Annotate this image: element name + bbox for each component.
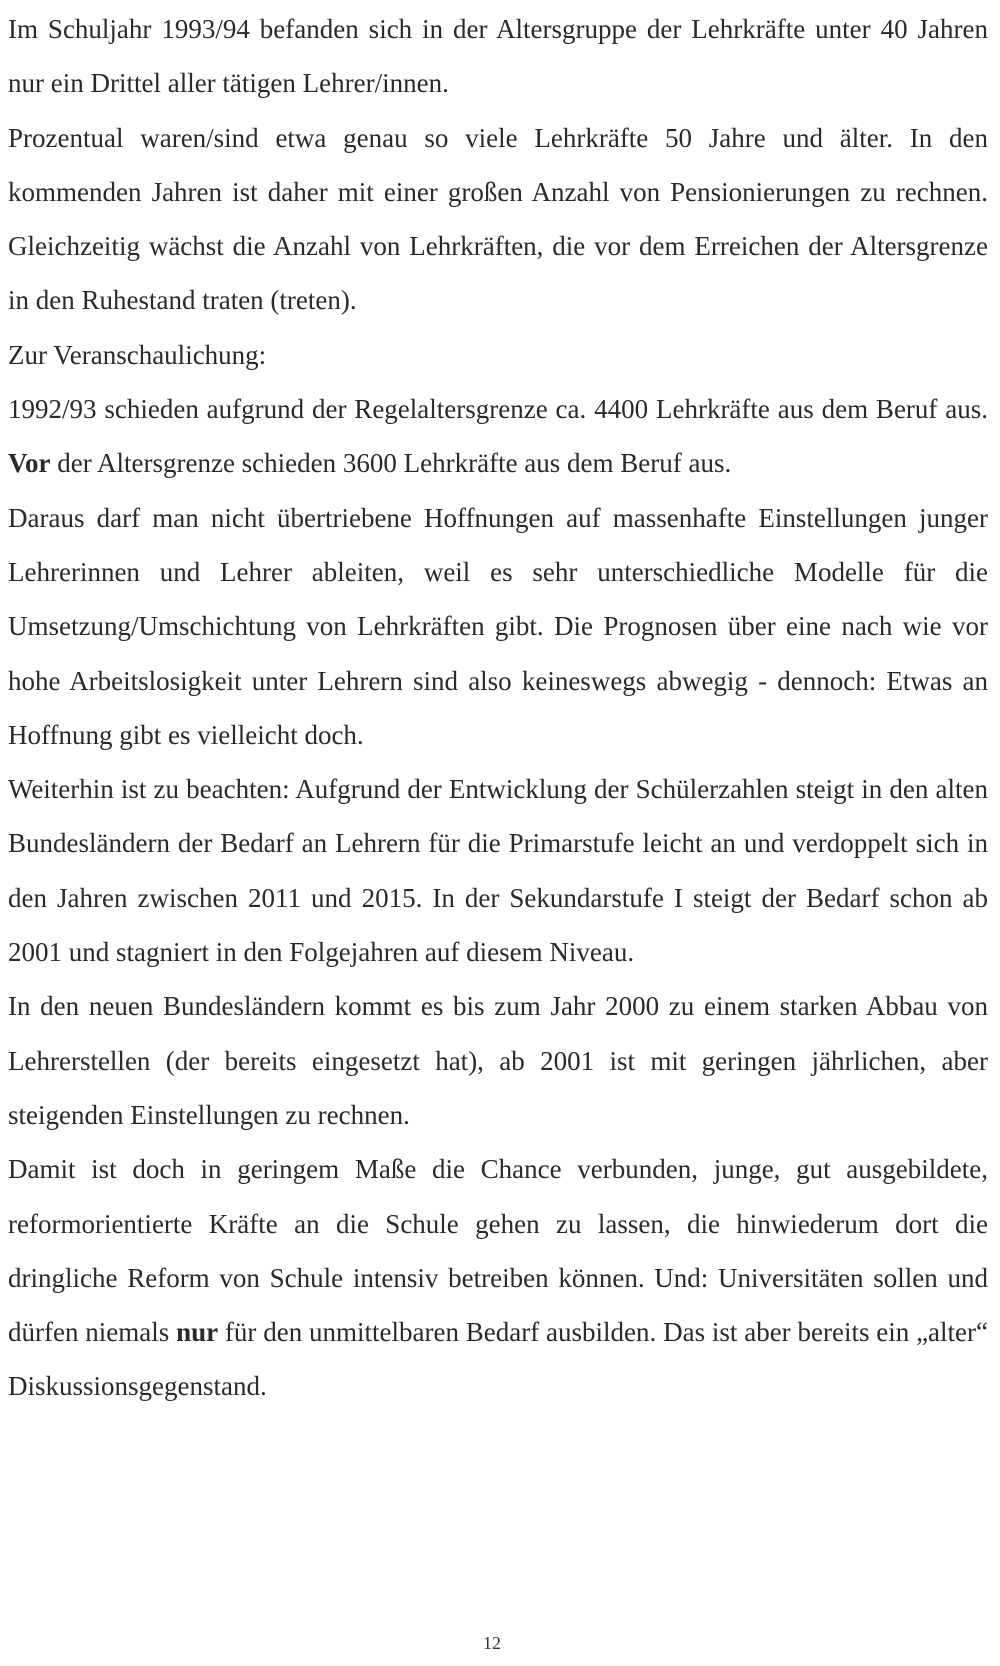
paragraph-text: In den neuen Bundesländern kommt es bis zum Jahr 2000 zu einem starken Abbau von Lehrerstellen (der bereits eingesetzt hat), ab 2001 ist mit geringen jährlichen, aber steigenden Einstellungen zu rechnen. — [8, 991, 988, 1130]
paragraph-1 — [8, 2, 988, 111]
paragraph-5 — [8, 491, 988, 762]
paragraph-2 — [8, 111, 988, 328]
paragraph-text: Damit ist doch in geringem Maße die Chance verbunden, junge, gut ausgebildete, reformorientierte Kräfte an die Schule gehen zu lassen, die hinwiederum dort die dringliche Reform von Schule intensiv betreiben können. Und: Universitäten sollen und dürfen niemals — [8, 1154, 988, 1348]
paragraph-text: Daraus darf man nicht übertriebene Hoffnungen auf massenhafte Einstellungen junger Lehrerinnen und Lehrer ableiten, weil es sehr unterschiedliche Modelle für die Umsetzung/Umschichtung von Lehrkräften gibt. Die Prognosen über eine nach wie vor hohe Arbeitslosigkeit unter Lehrern sind also keineswegs abwegig - dennoch: Etwas an Hoffnung gibt es vielleicht doch. — [8, 502, 988, 750]
paragraph-7 — [8, 979, 988, 1142]
paragraph-text: für den unmittelbaren Bedarf ausbilden. Das ist aber bereits ein „alter“ Diskussionsgegenstand. — [8, 1317, 988, 1402]
paragraph-4 — [8, 382, 988, 491]
emphasis-text: Vor — [8, 448, 51, 479]
paragraph-6 — [8, 762, 988, 979]
paragraph-8 — [8, 1142, 988, 1413]
paragraph-text: Im Schuljahr 1993/94 befanden sich in der Altersgruppe der Lehrkräfte unter 40 Jahren nur ein Drittel aller tätigen Lehrer/innen. — [8, 14, 988, 99]
document-page — [8, 0, 988, 1666]
paragraph-text: Zur Veranschaulichung: — [8, 339, 267, 370]
paragraph-text: 1992/93 schieden aufgrund der Regelaltersgrenze ca. 4400 Lehrkräfte aus dem Beruf aus. — [8, 394, 988, 425]
paragraph-3 — [8, 328, 988, 382]
emphasis-text: nur — [176, 1317, 219, 1348]
page-number: 12 — [483, 1633, 501, 1653]
paragraph-text: der Altersgrenze schieden 3600 Lehrkräfte aus dem Beruf aus. — [50, 448, 732, 479]
body-text — [8, 2, 988, 1414]
paragraph-text: Prozentual waren/sind etwa genau so viele Lehrkräfte 50 Jahre und älter. In den kommenden Jahren ist daher mit einer großen Anzahl von Pensionierungen zu rechnen. Gleichzeitig wächst die Anzahl von Lehrkräften, die vor dem Erreichen der Altersgrenze in den Ruhestand traten (treten). — [8, 122, 988, 316]
paragraph-text: Weiterhin ist zu beachten: Aufgrund der Entwicklung der Schülerzahlen steigt in den alten Bundesländern der Bedarf an Lehrern für die Primarstufe leicht an und verdoppelt sich in den Jahren zwischen 2011 und 2015. In der Sekundarstufe I steigt der Bedarf schon ab 2001 und stagniert in den Folgejahren auf diesem Niveau. — [8, 774, 988, 968]
